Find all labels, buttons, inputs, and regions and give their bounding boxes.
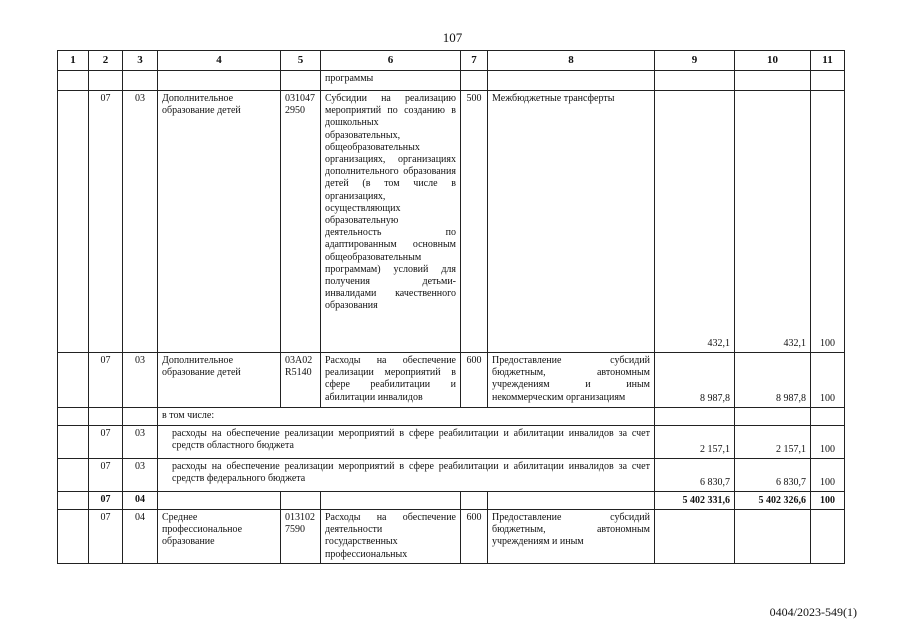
cell-percent: 100 (811, 492, 845, 510)
cell-expense-name: Предоставление субсидий бюджетным, автономным учреждениям и иным некоммерческим организациям (488, 353, 655, 408)
cell-expense-type: 500 (461, 91, 488, 353)
header-cell: 5 (281, 51, 321, 71)
cell-plan: 432,1 (655, 91, 735, 353)
header-row (58, 51, 845, 71)
cell-plan: 2 157,1 (655, 426, 735, 459)
cell-target-code: 013102 7590 (281, 510, 321, 564)
cell-expense-type: 600 (461, 510, 488, 564)
cell-detail: расходы на обеспечение реализации мероприятий в сфере реабилитации и абилитации инвалидов за счет средств областного бюджета (158, 426, 655, 459)
cell-target-code: 031047 2950 (281, 91, 321, 353)
cell-section: 07 (89, 510, 123, 564)
cell-fact: 6 830,7 (735, 459, 811, 492)
cell-purpose: Расходы на обеспечение деятельности государственных профессиональных (321, 510, 461, 564)
table-row (58, 459, 845, 492)
cell-section: 07 (89, 492, 123, 510)
cell-section: 07 (89, 91, 123, 353)
header-cell: 7 (461, 51, 488, 71)
cell-name: Среднее профессиональное образование (158, 510, 281, 564)
cell-section: 07 (89, 353, 123, 408)
table-row (58, 510, 845, 564)
table-row (58, 91, 845, 353)
header-cell: 1 (58, 51, 89, 71)
cell-target-code: 03А02 R5140 (281, 353, 321, 408)
header-cell: 8 (488, 51, 655, 71)
cell-subsection: 03 (123, 353, 158, 408)
cell-purpose: программы (321, 71, 461, 91)
document-code: 0404/2023-549(1) (769, 605, 857, 619)
cell-percent: 100 (811, 353, 845, 408)
cell-fact: 8 987,8 (735, 353, 811, 408)
header-cell: 9 (655, 51, 735, 71)
cell-fact: 5 402 326,6 (735, 492, 811, 510)
cell-name: Дополнительное образование детей (158, 353, 281, 408)
cell-name: Дополнительное образование детей (158, 91, 281, 353)
cell-expense-name: Межбюджетные трансферты (488, 91, 655, 353)
header-cell: 4 (158, 51, 281, 71)
table-row (58, 492, 845, 510)
cell-subsection: 03 (123, 91, 158, 353)
cell-percent: 100 (811, 426, 845, 459)
cell-plan: 6 830,7 (655, 459, 735, 492)
cell-subsection: 03 (123, 459, 158, 492)
header-cell: 3 (123, 51, 158, 71)
page-number: 107 (442, 30, 463, 45)
cell-plan: 8 987,8 (655, 353, 735, 408)
cell-subsection: 03 (123, 426, 158, 459)
cell-subsection: 04 (123, 492, 158, 510)
header-cell: 6 (321, 51, 461, 71)
cell-fact: 2 157,1 (735, 426, 811, 459)
budget-table (57, 50, 845, 564)
cell-expense-type: 600 (461, 353, 488, 408)
cell-purpose: Субсидии на реализацию мероприятий по созданию в дошкольных образовательных, общеобразовательных организациях, организациях дополнительного образования детей (в том числе в организациях, осуществляющих образовательную деятельность по адаптированным основным общеобразовательным программам) условий для получения детьми-инвалидами качественного образования (321, 91, 461, 353)
cell-expense-name: Предоставление субсидий бюджетным, автономным учреждениям и иным (488, 510, 655, 564)
header-cell: 10 (735, 51, 811, 71)
header-cell: 11 (811, 51, 845, 71)
table-row (58, 71, 845, 91)
cell-percent: 100 (811, 91, 845, 353)
cell-section: 07 (89, 426, 123, 459)
cell-including-label: в том числе: (158, 408, 655, 426)
cell-fact: 432,1 (735, 91, 811, 353)
table-row (58, 426, 845, 459)
cell-plan: 5 402 331,6 (655, 492, 735, 510)
cell-percent: 100 (811, 459, 845, 492)
cell-detail: расходы на обеспечение реализации мероприятий в сфере реабилитации и абилитации инвалидов за счет средств федерального бюджета (158, 459, 655, 492)
cell-section: 07 (89, 459, 123, 492)
table-row (58, 408, 845, 426)
table-row (58, 353, 845, 408)
header-cell: 2 (89, 51, 123, 71)
cell-purpose: Расходы на обеспечение реализации мероприятий в сфере реабилитации и абилитации инвалидов (321, 353, 461, 408)
cell-subsection: 04 (123, 510, 158, 564)
